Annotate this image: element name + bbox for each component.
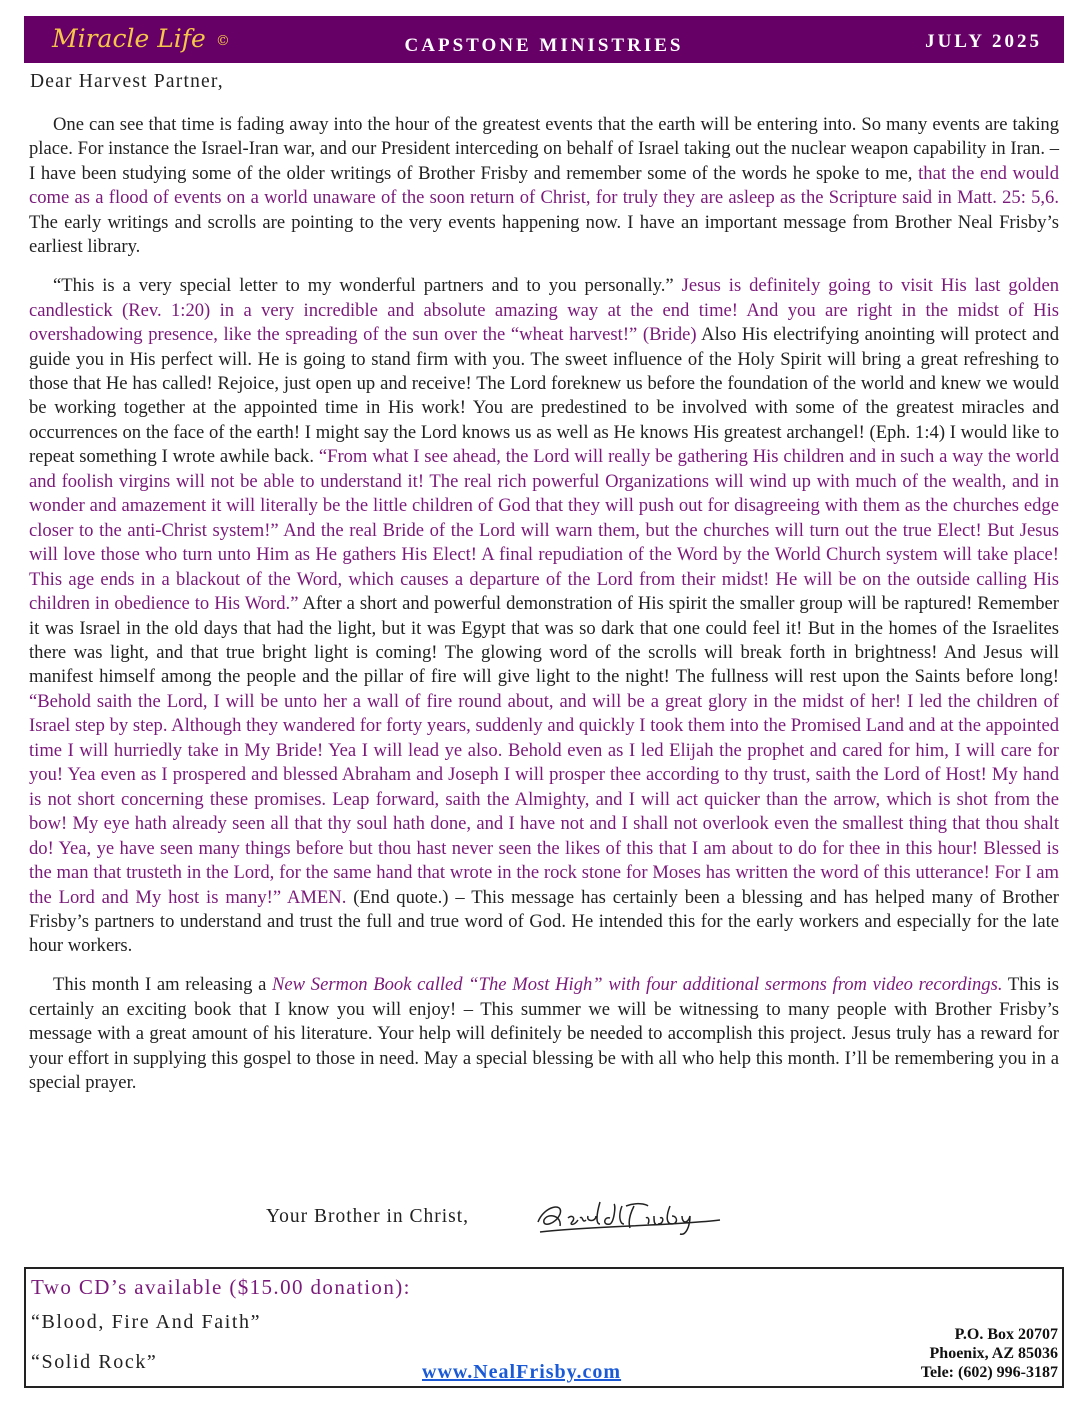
closing: Your Brother in Christ,: [266, 1206, 470, 1227]
miracle-life-logo: Miracle Life ©: [52, 24, 230, 53]
body-text: After a short and powerful demonstration of His spirit the smaller group will be raptured! Remember it was Israel in the old days that had the light, but it was Egypt that was so dark that one could feel it! But in the homes of the Israelites there was light, and that true bright light is coming! The glowing word of the scrolls will break forth in brightness! And Jesus will manifest himself among the people and the pillar of fire will give light to the night! The fullness will rest upon the Saints before long!: [29, 593, 1059, 688]
cd-title-item: “Solid Rock”: [31, 1351, 158, 1373]
organization-name: CAPSTONE MINISTRIES: [404, 35, 684, 56]
letter-body: [29, 113, 1059, 1110]
highlighted-text: that the end would come as a flood of events on a world unaware of the soon return of Christ, for truly they are asleep as the Scripture said in Matt. 25: 5,6.: [29, 162, 1059, 209]
copyright-symbol: ©: [215, 32, 230, 49]
website-link[interactable]: www.NealFrisby.com: [422, 1361, 622, 1383]
signature: [530, 1192, 730, 1247]
address-line: P.O. Box 20707: [954, 1326, 1058, 1343]
phone-number: Tele: (602) 996-3187: [920, 1364, 1058, 1381]
body-text: (End quote.) – This message has certainly been a blessing and has helped many of Brother Frisby’s partners to understand and trust the full and true word of God. He intended this for the early workers and especially for the late hour workers.: [29, 886, 1059, 957]
body-text: Also His electrifying anointing will protect and guide you in His perfect will. He is going to stand firm with you. The sweet influence of the Holy Spirit will bring a great refreshing to those that He has called! Rejoice, just open up and receive! The Lord foreknew us before the foundation of the world and knew we would be working together at the appointed time in His work! You are predestined to be involved with some of the greatest miracles and occurrences on the face of the earth! I might say the Lord knows us as well as He knows His greatest archangel! (Eph. 1:4) I would like to repeat something I wrote awhile back.: [29, 324, 1059, 468]
letter-paragraph: [29, 973, 1059, 1095]
issue-date: JULY 2025: [925, 31, 1042, 52]
body-text: This month I am releasing a: [53, 974, 273, 996]
cd-title-item: “Blood, Fire And Faith”: [31, 1311, 262, 1333]
masthead: [24, 16, 1064, 63]
body-text: This is certainly an exciting book that I know you will enjoy! – This summer we will be witnessing to many people with Brother Frisby’s message with a great amount of his literature. Your help will definitely be needed to accomplish this project. Jesus truly has a reward for your effort in supplying this gospel to those in need. May a special blessing be with all who help this month. I’ll be remembering you in a special prayer.: [29, 974, 1059, 1094]
highlighted-text: “From what I see ahead, the Lord will really be gathering His children and in such a way the world and foolish virgins will not be able to understand it! The real rich powerful Organizations will wind up with much of the wealth, and in wonder and amazement it will literally be the little children of God that they will push out for disagreeing with them as the churches edge closer to the anti-Christ system!” And the real Bride of the Lord will warn them, but the churches will turn out the true Elect! But Jesus will love those who turn unto Him as He gathers His Elect! A final repudiation of the Word by the World Church system will take place! This age ends in a blackout of the Word, which causes a departure of the Lord from their midst! He will be on the outside calling His children in obedience to His Word.”: [29, 446, 1059, 615]
letter-paragraph: [29, 113, 1059, 260]
highlighted-text: Jesus is definitely going to visit His last golden candlestick (Rev. 1:20) in a very incredible and absolute amazing way at the end time! And you are right in the midst of His overshadowing presence, like the spreading of the sun over the “wheat harvest!” (Bride): [29, 275, 1059, 346]
address-line: Phoenix, AZ 85036: [929, 1345, 1058, 1362]
mailing-address: [921, 1325, 1058, 1382]
highlighted-text: New Sermon Book called “The Most High” with four additional sermons from video recordings.: [272, 974, 1003, 996]
body-text: “This is a very special letter to my wonderful partners and to you personally.”: [53, 275, 682, 297]
salutation: Dear Harvest Partner,: [30, 71, 224, 92]
letter-paragraph: [29, 274, 1059, 959]
cd-offer-box: [24, 1267, 1064, 1388]
body-text: One can see that time is fading away into the hour of the greatest events that the earth will be entering into. So many events are taking place. For instance the Israel-Iran war, and our President interceding on behalf of Israel taking out the nuclear weapon capability in Iran. – I have been studying some of the older writings of Brother Frisby and remember some of the words he spoke to me,: [29, 114, 1059, 184]
body-text: The early writings and scrolls are pointing to the very events happening now. I have an important message from Brother Neal Frisby’s earliest library.: [29, 211, 1059, 258]
cd-offer-title: Two CD’s available ($15.00 donation):: [31, 1275, 411, 1299]
highlighted-text: “Behold saith the Lord, I will be unto her a wall of fire round about, and will be a great glory in the midst of her! I led the children of Israel step by step. Although they wandered for forty years, suddenly and quickly I took them into the Promised Land and at the appointed time I will hurriedly take in My Bride! Yea I will lead ye also. Behold even as I led Elijah the prophet and cared for him, I will care for you! Yea even as I prospered and blessed Abraham and Joseph I will prosper thee according to thy trust, saith the Lord of Host! My hand is not short concerning these promises. Leap forward, saith the Almighty, and I will act quicker than the arrow, which is shot from the bow! My eye hath already seen all that thy soul hath done, and I have not and I shall not overlook even the smallest thing that thou shalt do! Yea, ye have seen many things before but thou hast never seen the likes of this that I am about to do for thee in this hour! Blessed is the man that trusteth in the Lord, for the same hand that wrote in the rock stone for Moses has written the word of this utterance! For I am the Lord and My host is many!” AMEN.: [29, 690, 1059, 908]
